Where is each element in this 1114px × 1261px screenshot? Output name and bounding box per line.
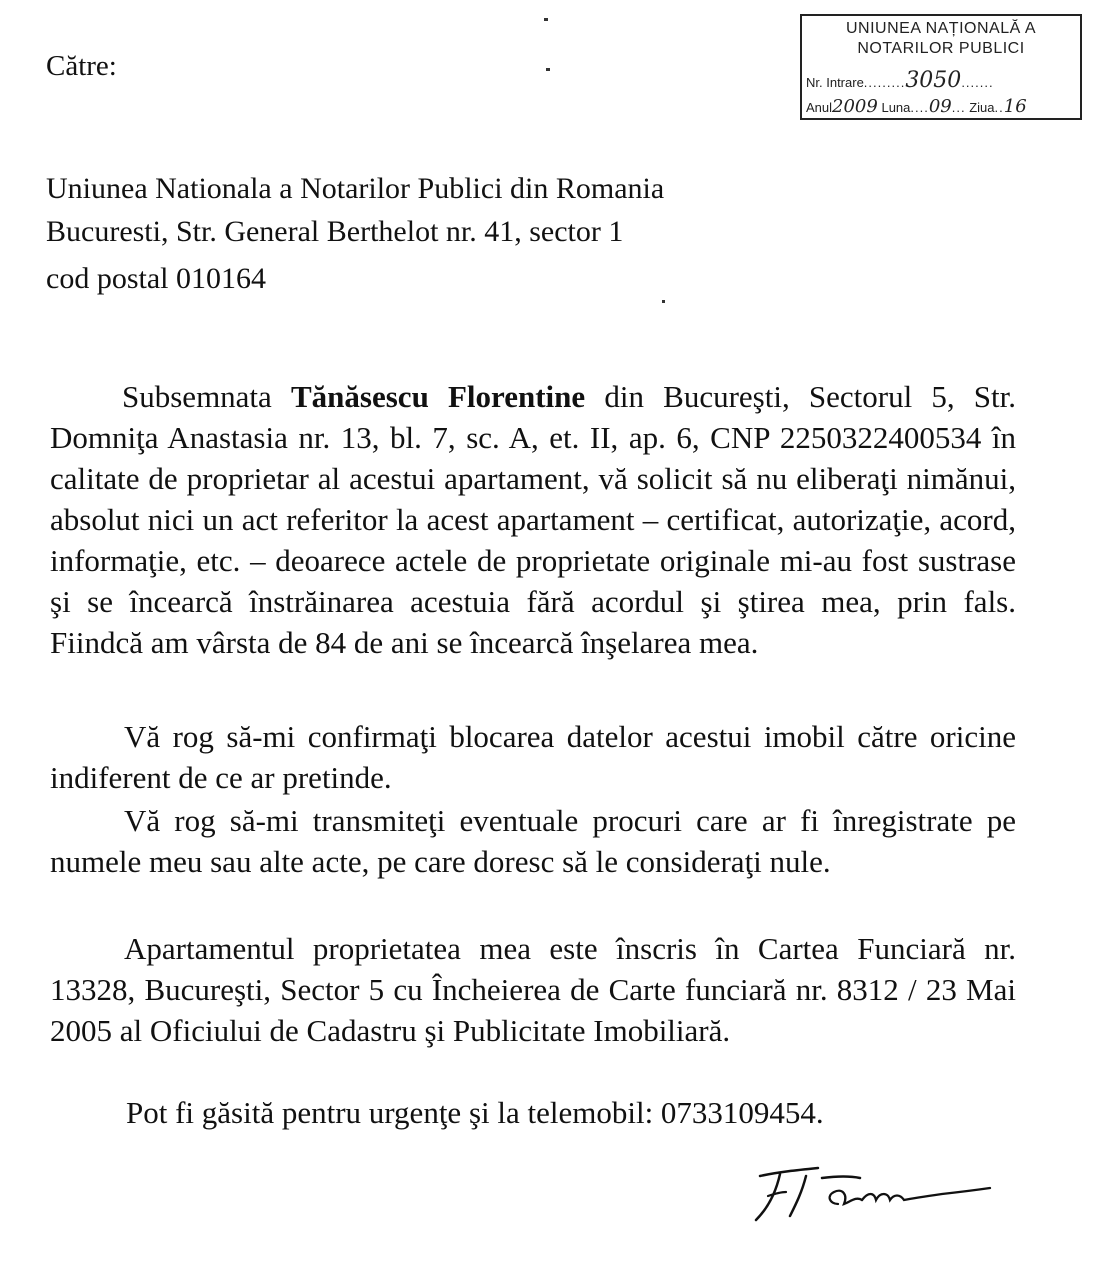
address-line-2: Bucuresti, Str. General Berthelot nr. 41, sector 1 (46, 215, 624, 248)
stamp-nr-label: Nr. Intrare (806, 75, 864, 90)
scan-speck (546, 68, 550, 71)
stamp-entry-number: Nr. Intrare.........3050....... (806, 68, 994, 93)
paragraph-confirm: Vă rog să-mi confirmaţi blocarea datelor acestui imobil către oricine indiferent de ce ar pretinde. (50, 719, 1016, 795)
address-line-1: Uniunea Nationala a Notarilor Publici din Romania (46, 172, 665, 205)
stamp-ziua-label: Ziua (969, 100, 995, 115)
stamp-nr-value: 3050 (905, 68, 962, 93)
stamp-date: Anul2009 Luna....09... Ziua..16 (806, 96, 1027, 117)
applicant-name: Tănăsescu Florentine (291, 379, 586, 414)
stamp-anul-label: Anul (806, 100, 833, 115)
stamp-ziua-value: 16 (1003, 96, 1027, 117)
scan-speck (662, 300, 665, 303)
scan-speck (544, 18, 548, 21)
paragraph-request-text: din Bucureşti, Sectorul 5, Str. Domniţa Anastasia nr. 13, bl. 7, sc. A, et. II, ap. 6, CNP 2250322400534 în calitate de proprietar al acestui apartament, vă solicit să nu eliberaţi nimănui, absolut nici un act referitor la acest apartament – certificat, autorizaţie, acord, informaţie, etc. – deoarece actele de proprietate originale mi-au fost sustrase şi se încearcă înstrăinarea acestuia fără acordul şi ştirea mea, prin fals. Fiindcă am vârsta de 84 de ani se încearcă înşelarea mea. (50, 379, 1016, 660)
stamp-title-line2: NOTARILOR PUBLICI (857, 40, 1025, 57)
address-line-3: cod postal 010164 (46, 262, 266, 295)
handwritten-signature (738, 1158, 998, 1228)
stamp-luna-value: 09 (928, 96, 952, 117)
stamp-title-line1: UNIUNEA NAȚIONALĂ A (846, 20, 1036, 37)
stamp-anul-value: 2009 (832, 96, 878, 117)
paragraph-request (50, 376, 1016, 663)
paragraph-request-intro: Subsemnata (122, 379, 291, 414)
paragraph-cadastre: Apartamentul proprietatea mea este înscris în Cartea Funciară nr. 13328, Bucureşti, Sector 5 cu Încheierea de Carte funciară nr. 8312 / 23 Mai 2005 al Oficiului de Cadastru şi Publicitate Imobiliară. (50, 931, 1016, 1048)
paragraph-procuri: Vă rog să-mi transmiteţi eventuale procuri care ar fi înregistrate pe numele meu sau alte acte, pe care doresc să le consideraţi nule. (50, 803, 1016, 879)
paragraph-contact: Pot fi găsită pentru urgenţe şi la telemobil: 0733109454. (126, 1095, 824, 1130)
recipient-label: Către: (46, 50, 117, 82)
registration-stamp (800, 14, 1082, 120)
stamp-luna-label: Luna (881, 100, 911, 115)
